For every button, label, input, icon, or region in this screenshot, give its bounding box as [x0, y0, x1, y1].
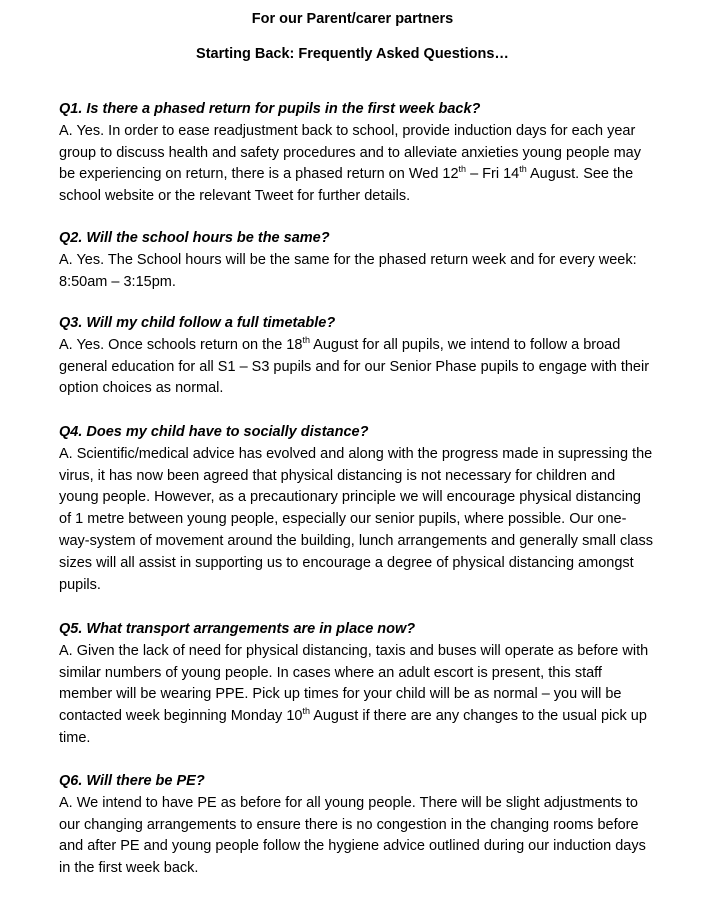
faq-item-1: [59, 99, 655, 208]
answer-5: A. Given the lack of need for physical distancing, taxis and buses will operate as before with similar numbers of young people. In cases where an adult escort is present, this staff member will be wearing PPE. Pick up times for your child will be as normal – you will be contacted week beginning Monday 10th August if there are any changes to the usual pick up time.: [59, 642, 649, 746]
faq-item-6: [59, 771, 655, 880]
question-3: Q3. Will my child follow a full timetable?: [59, 315, 336, 331]
answer-2: A. Yes. The School hours will be the same for the phased return week and for every week: 8:50am – 3:15pm.: [59, 251, 637, 290]
answer-6: A. We intend to have PE as before for all young people. There will be slight adjustments to our changing arrangements to ensure there is no congestion in the changing rooms before and after PE and young people follow the hygiene advice outlined during our induction days in the first week back.: [59, 794, 646, 877]
question-1: Q1. Is there a phased return for pupils in the first week back?: [59, 101, 481, 117]
document-title: Starting Back: Frequently Asked Questions…: [196, 46, 509, 62]
faq-item-2: [59, 228, 655, 293]
answer-1: A. Yes. In order to ease readjustment back to school, provide induction days for each year group to discuss health and safety procedures and to alleviate anxieties young people may be experiencing on return, there is a phased return on Wed 12th – Fri 14th August. See the school website or the relevant Tweet for further details.: [59, 122, 641, 205]
faq-item-4: [59, 422, 655, 596]
question-6: Q6. Will there be PE?: [59, 773, 205, 789]
answer-4: A. Scientific/medical advice has evolved and along with the progress made in supressing the virus, it has now been agreed that physical distancing is not necessary for children and young people. However, as a precautionary principle we will encourage physical distancing of 1 metre between young people, especially our senior pupils, where possible. Our one-way-system of movement around the building, lunch arrangements and generally small class sizes will all assist in supporting us to encourage a degree of physical distancing amongst pupils.: [59, 445, 653, 593]
audience-heading: For our Parent/carer partners: [251, 11, 454, 27]
faq-item-3: [59, 313, 655, 400]
faq-item-5: [59, 619, 655, 750]
question-4: Q4. Does my child have to socially distance?: [59, 424, 369, 440]
answer-3: A. Yes. Once schools return on the 18th August for all pupils, we intend to follow a broad general education for all S1 – S3 pupils and for our Senior Phase pupils to engage with their option choices as normal.: [59, 334, 650, 397]
question-2: Q2. Will the school hours be the same?: [59, 230, 330, 246]
question-5: Q5. What transport arrangements are in place now?: [59, 621, 416, 637]
